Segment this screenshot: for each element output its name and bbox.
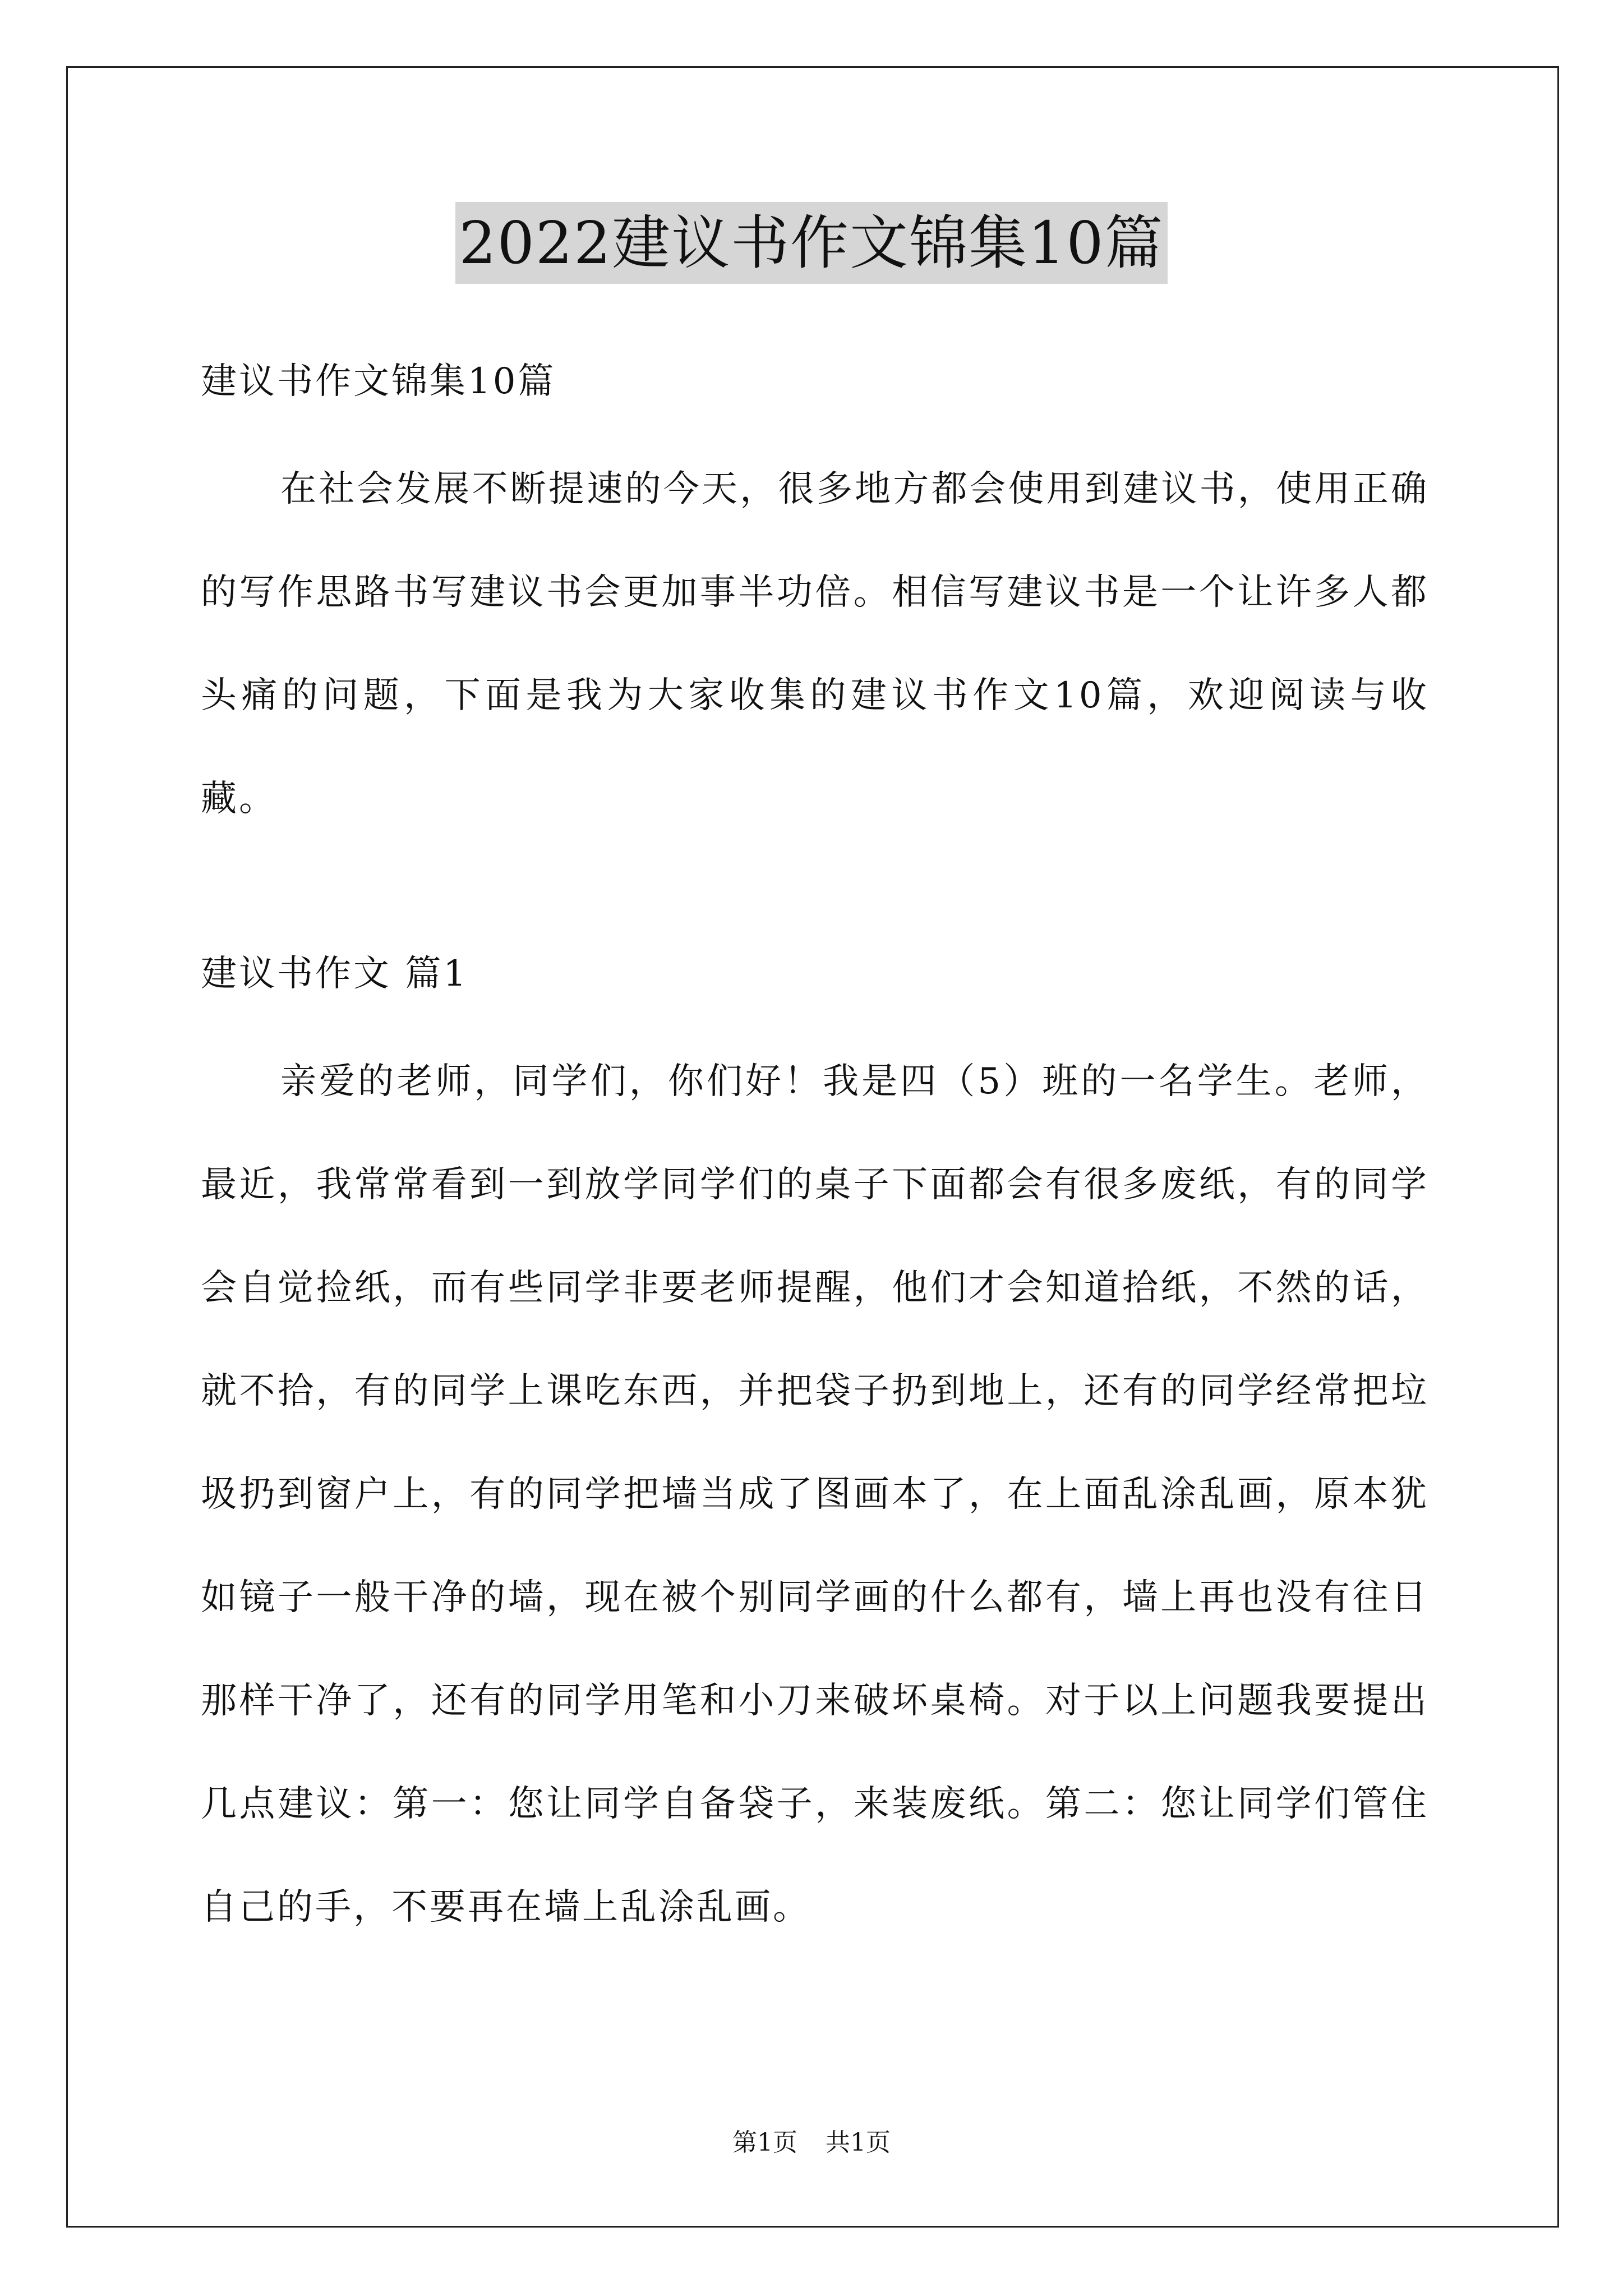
page-number-total: 共1页	[826, 2128, 891, 2157]
document-title-wrapper	[0, 202, 1623, 284]
page-number-current: 第1页	[732, 2128, 797, 2157]
document-body	[201, 337, 1429, 1959]
document-title: 2022建议书作文锦集10篇	[455, 202, 1167, 284]
section-paragraph: 亲爱的老师，同学们，你们好！我是四（5）班的一名学生。老师，最近，我常常看到一到放学同学们的桌子下面都会有很多废纸，有的同学会自觉捡纸，而有些同学非要老师提醒，他们才会知道拾纸，不然的话，就不拾，有的同学上课吃东西，并把袋子扔到地上，还有的同学经常把垃圾扔到窗户上，有的同学把墙当成了图画本了，在上面乱涂乱画，原本犹如镜子一般干净的墙，现在被个别同学画的什么都有，墙上再也没有往日那样干净了，还有的同学用笔和小刀来破坏桌椅。对于以上问题我要提出几点建议：第一：您让同学自备袋子，来装废纸。第二：您让同学们管住自己的手，不要再在墙上乱涂乱画。	[201, 1061, 1429, 1928]
page-footer	[0, 2126, 1623, 2160]
document-subtitle: 建议书作文锦集10篇	[201, 361, 556, 402]
section-heading: 建议书作文 篇1	[201, 953, 469, 995]
intro-paragraph: 在社会发展不断提速的今天，很多地方都会使用到建议书，使用正确的写作思路书写建议书会更加事半功倍。相信写建议书是一个让许多人都头痛的问题，下面是我为大家收集的建议书作文10篇，欢迎阅读与收藏。	[201, 468, 1429, 820]
